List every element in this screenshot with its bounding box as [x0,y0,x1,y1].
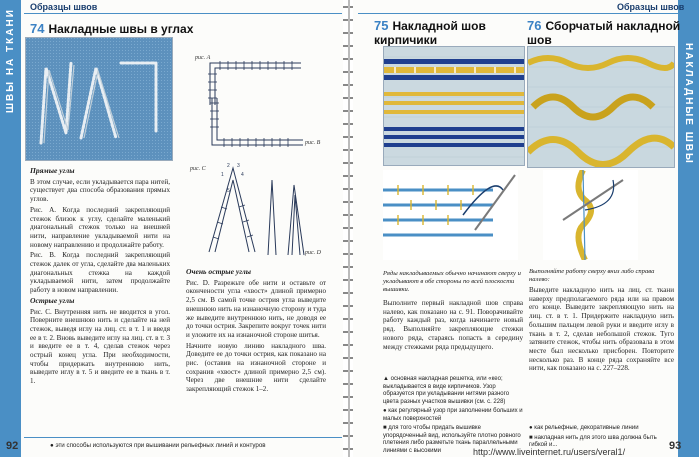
section-76-heading [527,18,680,47]
paragraph: Рис. D. Разрежьте обе нити и оставьте от окончености угла «хвост» длиной примерно 2,5 см. В самой точке острия угла выведите внешнюю нить на изнаночную сторону и туда же выведите внутреннюю нить, не доводя ее до точки острия. Закрепите вокруг точек нити и уложите их на изнаночной стороне шитья. [186,278,326,339]
section-title-cont: шов [527,33,552,47]
right-side-tab [678,0,699,457]
section-75-text [383,299,523,353]
figure-a-label: рис. A [195,55,211,61]
section-title: Накладной шов [392,19,486,33]
paragraph: В этом случае, если укладывается пара нитей, существует два способа образования прямых углов. [30,177,170,204]
paragraph: Рис. B. Когда последний закрепляющий стежок далек от угла, сделайте два маленьких диагональных стежка на каждой укладываемой нити, затем продолжайте работу в новом направлении. [30,251,170,295]
photo-graphic [384,47,524,165]
figure-c-diagram [205,162,265,257]
left-side-tab [0,0,21,457]
subheading-very-sharp-angles: Очень острые углы [186,267,252,276]
watermark-url: http://www.liveinternet.ru/users/veral1/ [473,447,626,457]
section-title-cont: кирпичики [374,33,438,47]
paragraph: Выведите накладную нить на лиц. ст. ткани наверху предполагаемого ряда или на правом его конце. Выведите закрепляющую нить на лиц. ст. в т. 1. Придержите накладную нить большим пальцем левой руки и введите иглу в ткань в т. 2, сделав небольшой стежок. Туго затяните стежок, чтобы нить образовала в этом месте был несколько присборен. Повторите несколько раз. В конце ряда сохраняйте все нити, как показано на с. 227–228. [529,286,674,373]
subheading-right-angles: Прямые углы [30,166,75,175]
gathered-couching-diagram [543,170,638,260]
photo-graphic [26,38,172,160]
svg-text:4: 4 [241,172,244,178]
svg-text:5: 5 [227,188,230,194]
svg-text:2: 2 [227,163,230,169]
section-76-text [529,286,674,375]
section-number: 75 [374,18,389,33]
paragraph: Рис. A. Когда последний закрепляющий стежок близок к углу, сделайте маленький диагональный стежок только на внешней нити, направление укладываемой нити на новому направлению и продолжайте работу. [30,205,170,249]
list-item: ▲ основная накладная решетка, или «кео; выкладывается в виде кирпичиков. Узор образуется при укладывании нитями разного цвета разных участков вышивки (см. с. 228) [383,376,510,405]
right-page [353,0,699,457]
left-column-1 [30,165,170,388]
left-column-2 [186,266,326,396]
couched-corners-photo [25,37,173,161]
right-running-header: Образцы швов [617,2,685,12]
left-page [0,0,345,457]
list-item: ■ накладная нить для этого шва должна быть гибкой и... [529,434,657,448]
paragraph: Начните новую линию накладного шва. Доведите ее до точки острия, как показано на рис. (оставив на изнаночной стороне и сохранив «хвост» длиной примерно 2,5 см). Через две внешние нити сделайте закрепляющий стежок 1–2. [186,341,326,394]
paragraph: Выполните первый накладной шов справа налево, как показано на с. 91. Поворачивайте работу каждый раз, когда начинаете новый ряд. Выполняйте закрепляющие стежки нового ряда, стараясь попасть в середину между стежками ряда предыдущего. [383,299,523,351]
section-number: 76 [527,18,542,33]
figure-d-diagram [262,175,312,260]
figure-d-label: рис. D [305,250,321,256]
right-page-number: 93 [669,440,682,452]
section-76-caption: Выполняйте работу сверху вниз либо справа налево: [529,268,655,283]
section-number: 74 [30,21,45,36]
section-74-heading [30,20,193,38]
section-title: Сборчатый накладной [545,19,681,33]
section-title: Накладные швы в углах [48,22,194,36]
paragraph: Рис. C. Внутренняя нить не вводится в угол. Поверните внешнюю нить и сделайте на ней стежок, выведя иглу на лиц. ст. в т. 1 и введя ее в т. 2. Вновь выведите иглу на лиц. ст. в т. 3 и введите ее в т. 4, сделав стежок через острый конец угла. При необходимости, чтобы придержать внутреннюю нить, выведите иглу в т. 5 и введите ее в ткань в т. 1. [30,307,170,386]
figure-b-diagram [210,95,305,150]
list-item: ■ для того чтобы придать вышивке упорядоченный вид, используйте плотно ровного плетения либо разметьте ткань параллельными линиями с высокими [383,425,521,454]
list-item: ● как регулярный узор при заполнении больших и малых поверхностей [383,408,523,422]
subheading-sharp-angles: Острые углы [30,295,75,305]
figure-b-label: рис. B [305,140,321,146]
left-page-number: 92 [6,440,19,452]
section-75-uses [383,376,523,457]
section-75-heading [374,18,486,47]
list-item: ● как рельефные, декоративные линии [529,425,639,431]
left-side-tab-label: ШВЫ НА ТКАНИ [5,8,16,113]
photo-graphic [528,47,674,167]
brick-couching-photo [383,46,525,166]
svg-text:3: 3 [237,163,240,169]
left-footer-note: ● эти способы используются при вышивании рельефных линий и контуров [50,442,266,449]
svg-text:1: 1 [221,172,224,178]
brick-couching-diagram [383,170,518,260]
figure-c-label: рис. C [190,166,206,172]
gathered-couching-photo [527,46,675,168]
left-running-header: Образцы швов [30,2,98,12]
section-75-caption: Ряды накладываемых обычно начинают сверху и укладывают в обе стороны по всей плоскости вышивки. [383,270,521,293]
right-side-tab-label: НАКЛАДНЫЕ ШВЫ [683,43,694,165]
